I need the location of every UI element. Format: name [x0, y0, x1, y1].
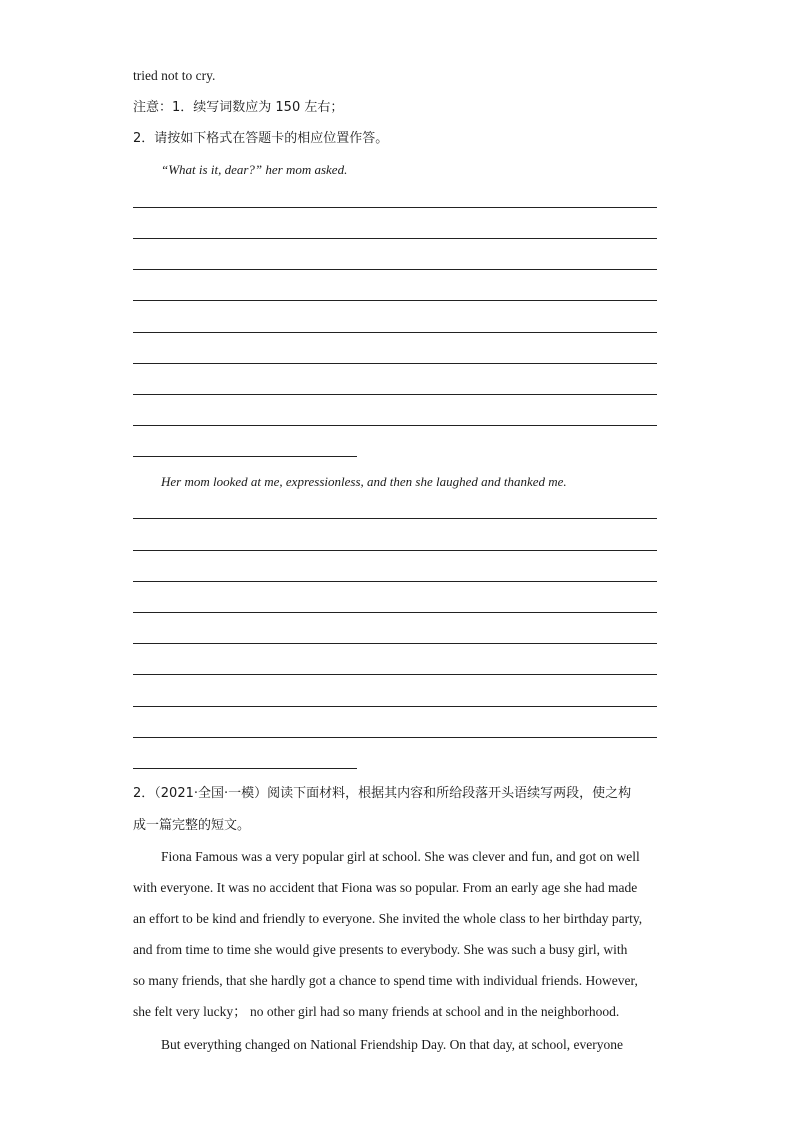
answer-line [133, 550, 657, 551]
answer-line [133, 581, 657, 582]
answer-line [133, 737, 657, 738]
story-paragraph-1 [133, 848, 673, 1034]
answer-line [133, 207, 657, 208]
answer-line [133, 643, 657, 644]
answer-line [133, 612, 657, 613]
question2-instruction-line2: 成一篇完整的短文。 [133, 818, 251, 833]
answer-line [133, 238, 657, 239]
story-line: an effort to be kind and friendly to everyone. She invited the whole class to her birthday party, [133, 911, 643, 926]
story-line: with everyone. It was no accident that Fiona was so popular. From an early age she had made [133, 880, 638, 895]
note-word-count: 注意：1．续写词数应为 150 左右； [133, 100, 344, 115]
story-paragraph-2: But everything changed on National Friendship Day. On that day, at school, everyone [161, 1037, 624, 1052]
story-line: she felt very lucky； no other girl had so many friends at school and in the neighborhood. [133, 1004, 620, 1019]
paragraph1-opening: “What is it, dear?” her mom asked. [161, 162, 348, 177]
answer-line [133, 518, 657, 519]
answer-line [133, 269, 657, 270]
story-line: so many friends, that she hardly got a chance to spend time with individual friends. However, [133, 973, 638, 988]
answer-line-short [133, 768, 357, 769]
top-text: tried not to cry. [133, 68, 216, 83]
answer-line [133, 674, 657, 675]
paragraph2-opening: Her mom looked at me, expressionless, and then she laughed and thanked me. [161, 474, 567, 489]
note-format: 2．请按如下格式在答题卡的相应位置作答。 [133, 131, 389, 146]
answer-line [133, 363, 657, 364]
answer-line [133, 425, 657, 426]
answer-line [133, 394, 657, 395]
answer-line-short [133, 456, 357, 457]
answer-line [133, 300, 657, 301]
story-line: Fiona Famous was a very popular girl at school. She was clever and fun, and got on well [161, 849, 640, 864]
question2-instruction-line1: 2．（2021·全国·一模）阅读下面材料，根据其内容和所给段落开头语续写两段，使之构 [133, 786, 632, 801]
answer-line [133, 706, 657, 707]
answer-line [133, 332, 657, 333]
story-line: and from time to time she would give presents to everybody. She was such a busy girl, with [133, 942, 628, 957]
